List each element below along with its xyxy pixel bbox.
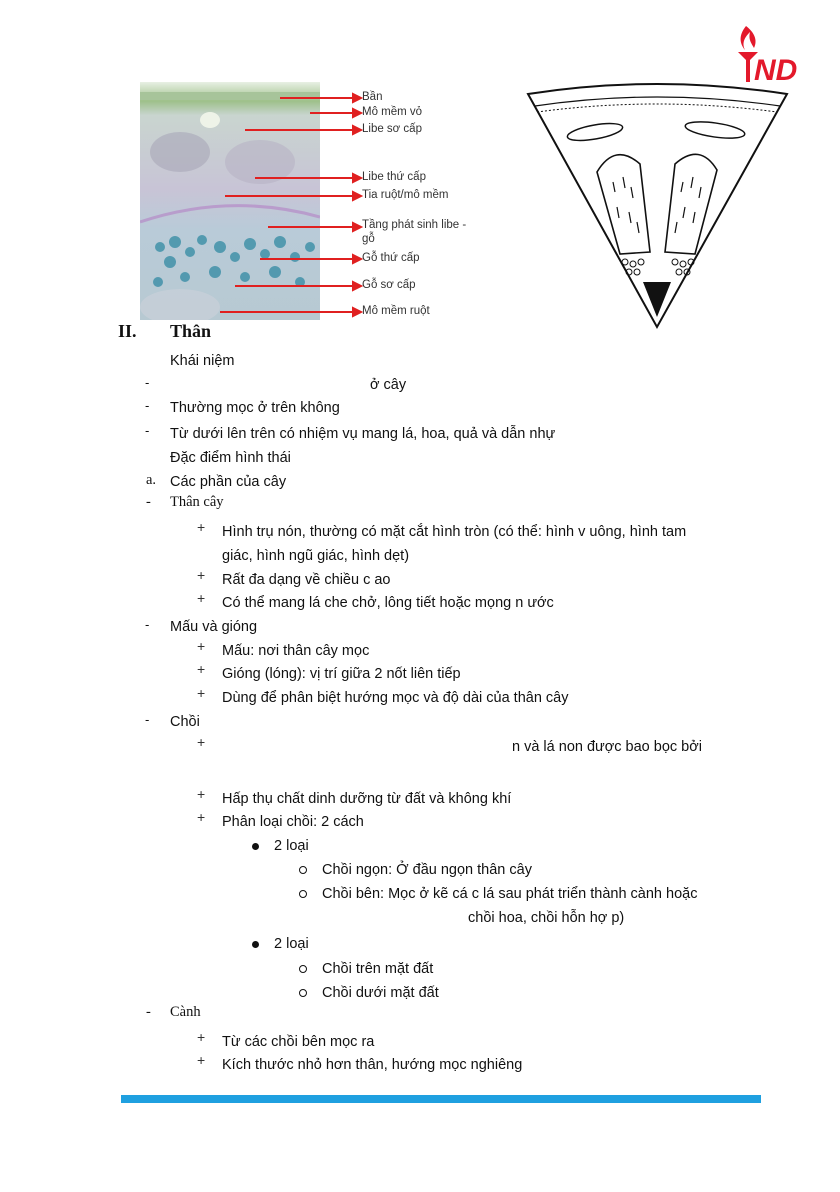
list-item: giác, hình ngũ giác, hình dẹt) — [222, 548, 410, 564]
circle-bullet-icon — [299, 866, 307, 874]
item-marker-a: a. — [146, 472, 157, 488]
list-item-choi: Chồi — [170, 714, 200, 730]
dash-marker: - — [146, 494, 151, 510]
circle-bullet-icon — [299, 890, 307, 898]
label-mo-mem-ruot: Mô mềm ruột — [362, 305, 430, 317]
dash-marker: - — [146, 1004, 151, 1020]
list-item: ở cây — [370, 377, 407, 393]
plus-marker: + — [197, 685, 206, 701]
section-title: Thân — [170, 321, 212, 341]
plus-marker: + — [197, 638, 206, 654]
logo-text: ND — [754, 54, 798, 87]
dash-marker: - — [145, 423, 150, 438]
section-number: II. — [118, 321, 137, 341]
list-item: Kích thước nhỏ hơn thân, hướng mọc nghiêng — [222, 1057, 523, 1073]
list-item: Mấu: nơi thân cây mọc — [222, 643, 370, 659]
label-go-so-cap: Gỗ sơ cấp — [362, 279, 416, 291]
footer-accent-bar — [121, 1095, 761, 1103]
plus-marker: + — [197, 734, 206, 750]
list-item: n và lá non được bao bọc bởi — [512, 739, 702, 755]
subsection-title: Các phần của cây — [170, 474, 287, 490]
list-item: Chồi bên: Mọc ở kẽ cá c lá sau phát triển thành cành hoặc — [322, 886, 698, 902]
dash-marker: - — [145, 375, 150, 390]
label-tang-phat-sinh: Tầng phát sinh libe - — [362, 219, 467, 231]
plus-marker: + — [197, 661, 206, 677]
list-item: Chồi dưới mặt đất — [322, 985, 439, 1001]
list-item: Hấp thụ chất dinh dưỡng từ đất và không khí — [222, 791, 512, 807]
list-item-mau-giong: Mấu và gióng — [170, 619, 258, 635]
dash-marker: - — [145, 617, 150, 632]
dash-marker: - — [145, 712, 150, 727]
micrograph-labels — [140, 82, 500, 322]
label-libe-thu-cap: Libe thứ cấp — [362, 171, 426, 183]
subheading-khai-niem: Khái niệm — [170, 353, 235, 369]
plus-marker: + — [197, 590, 206, 606]
label-mo-mem-vo: Mô mềm vỏ — [362, 106, 423, 118]
list-item: 2 loại — [274, 936, 309, 952]
list-item: Phân loại chồi: 2 cách — [222, 814, 364, 830]
plus-marker: + — [197, 519, 206, 535]
list-item: Chồi ngọn: Ở đầu ngọn thân cây — [322, 862, 532, 878]
plus-marker: + — [197, 1029, 206, 1045]
list-item: Rất đa dạng về chiều c ao — [222, 572, 391, 588]
dash-marker: - — [145, 398, 150, 413]
label-go-thu-cap: Gỗ thứ cấp — [362, 252, 420, 264]
list-item: 2 loại — [274, 838, 309, 854]
circle-bullet-icon — [299, 989, 307, 997]
list-item-than-cay: Thân cây — [170, 494, 224, 510]
list-item: Gióng (lóng): vị trí giữa 2 nốt liên tiếp — [222, 666, 461, 682]
plus-marker: + — [197, 786, 206, 802]
list-item: Từ các chồi bên mọc ra — [222, 1034, 375, 1050]
section-heading — [118, 321, 211, 342]
bullet-icon — [252, 843, 259, 850]
plus-marker: + — [197, 567, 206, 583]
list-item: Chồi trên mặt đất — [322, 961, 434, 977]
plus-marker: + — [197, 1052, 206, 1068]
subheading-dac-diem: Đặc điểm hình thái — [170, 450, 291, 466]
circle-bullet-icon — [299, 965, 307, 973]
list-item: Có thể mang lá che chở, lông tiết hoặc mọng n ước — [222, 595, 554, 611]
label-ban: Bần — [362, 91, 383, 103]
list-item: Thường mọc ở trên không — [170, 400, 340, 416]
label-tang-phat-sinh-2: gỗ — [362, 233, 375, 245]
list-item: Dùng để phân biệt hướng mọc và độ dài của thân cây — [222, 690, 569, 706]
label-tia-ruot: Tia ruột/mô mềm — [362, 189, 449, 201]
list-item: Từ dưới lên trên có nhiệm vụ mang lá, hoa, quả và dẫn nhự — [170, 426, 556, 442]
list-item-canh: Cành — [170, 1004, 201, 1020]
label-libe-so-cap: Libe sơ cấp — [362, 123, 422, 135]
stem-sector-diagram — [525, 82, 790, 330]
list-item: chồi hoa, chồi hỗn hợ p) — [468, 910, 625, 926]
bullet-icon — [252, 941, 259, 948]
list-item: Hình trụ nón, thường có mặt cắt hình tròn (có thể: hình v uông, hình tam — [222, 524, 687, 540]
plus-marker: + — [197, 809, 206, 825]
brand-logo — [728, 22, 814, 88]
